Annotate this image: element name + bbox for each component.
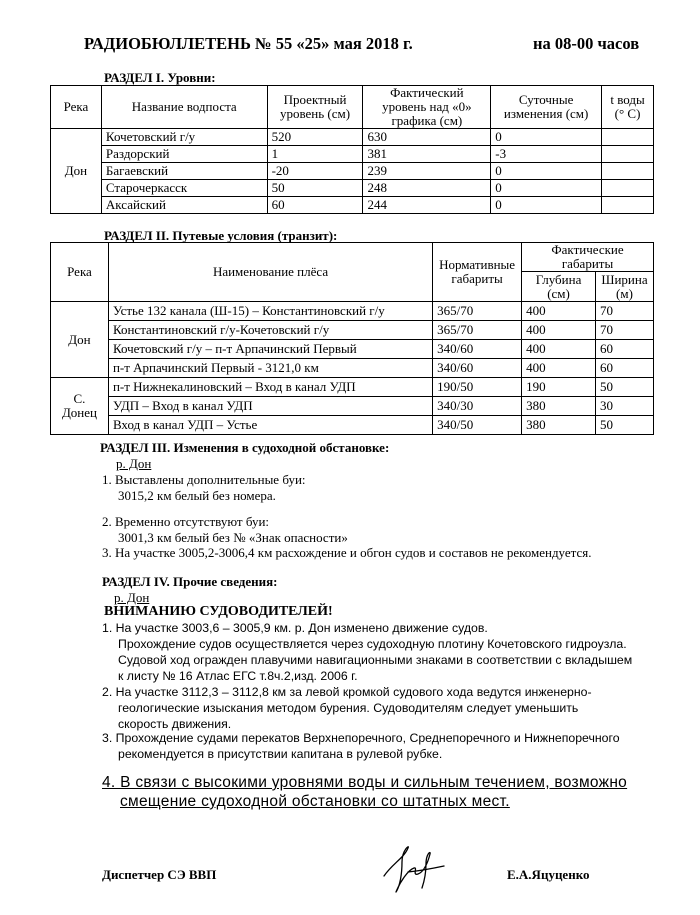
actual-cell: 381 xyxy=(363,146,491,163)
section3-river: р. Дон xyxy=(116,456,152,471)
levels-col-post: Название водпоста xyxy=(101,86,267,129)
transit-col-river: Река xyxy=(51,243,109,302)
norm-cell: 365/70 xyxy=(433,321,522,340)
temp-cell xyxy=(602,180,654,197)
actual-cell: 239 xyxy=(363,163,491,180)
design-cell: 1 xyxy=(267,146,363,163)
levels-col-actual: Фактический уровень над «0» графика (см) xyxy=(363,86,491,129)
section3-item2-detail: 3001,3 км белый без № «Знак опасности» xyxy=(118,530,348,545)
section3-item2: 2. Временно отсутствуют буи: xyxy=(102,514,270,529)
table-row xyxy=(51,163,654,180)
width-cell: 70 xyxy=(595,321,653,340)
section4-item1-line1: 1. На участке 3003,6 – 3005,9 км. р. Дон изменено движение судов. xyxy=(102,621,488,635)
levels-river-cell: Дон xyxy=(51,129,102,214)
temp-cell xyxy=(602,129,654,146)
section3-item1: 1. Выставлены дополнительные буи: xyxy=(102,472,306,487)
section4-item2-line2: геологические изыскания методом бурения. Судоводителям следует уменьшить xyxy=(118,701,579,715)
width-cell: 70 xyxy=(595,302,653,321)
temp-cell xyxy=(602,146,654,163)
width-cell: 50 xyxy=(595,416,653,435)
table-row xyxy=(51,359,654,378)
section4-item3-line1: 3. Прохождение судами перекатов Верхнепоречного, Среднепоречного и Нижнепоречного xyxy=(102,731,620,745)
norm-cell: 340/30 xyxy=(433,397,522,416)
levels-col-temp: t воды (° С) xyxy=(602,86,654,129)
transit-col-reach: Наименование плёса xyxy=(108,243,432,302)
table-row xyxy=(51,416,654,435)
change-cell: 0 xyxy=(491,163,602,180)
depth-cell: 400 xyxy=(522,340,596,359)
actual-cell: 248 xyxy=(363,180,491,197)
section4-item1-line2: Прохождение судов осуществляется через судоходную плотину Кочетовского гидроузла. xyxy=(118,637,627,651)
section4-item4-line1: 4. В связи с высокими уровнями воды и сильным течением, возможно xyxy=(102,774,628,791)
norm-cell: 340/60 xyxy=(433,340,522,359)
transit-col-depth: Глубина (см) xyxy=(522,272,596,302)
norm-cell: 340/50 xyxy=(433,416,522,435)
section4-item2-line3: скорость движения. xyxy=(118,717,232,731)
width-cell: 60 xyxy=(595,340,653,359)
reach-cell: Константиновский г/у-Кочетовский г/у xyxy=(108,321,432,340)
reach-cell: Вход в канал УДП – Устье xyxy=(108,416,432,435)
width-cell: 50 xyxy=(595,378,653,397)
actual-cell: 244 xyxy=(363,197,491,214)
depth-cell: 380 xyxy=(522,416,596,435)
transit-col-normative: Нормативные габариты xyxy=(433,243,522,302)
reach-cell: УДП – Вход в канал УДП xyxy=(108,397,432,416)
levels-col-change: Суточные изменения (см) xyxy=(491,86,602,129)
table-row xyxy=(51,378,654,397)
bulletin-time: на 08-00 часов xyxy=(533,34,640,53)
section3-heading: РАЗДЕЛ III. Изменения в судоходной обстановке: xyxy=(100,440,390,455)
levels-table xyxy=(50,85,654,214)
transit-river-cell: С. Донец xyxy=(51,378,109,435)
post-cell: Аксайский xyxy=(101,197,267,214)
table-row xyxy=(51,129,654,146)
dispatcher-position: Диспетчер СЭ ВВП xyxy=(102,867,217,882)
section4-item1-line3: Судовой ход огражден плавучими навигационными знаками в соответствии с вкладышем xyxy=(118,653,633,667)
post-cell: Кочетовский г/у xyxy=(101,129,267,146)
table-row xyxy=(51,340,654,359)
levels-col-river: Река xyxy=(51,86,102,129)
reach-cell: п-т Арпачинский Первый - 3121,0 км xyxy=(108,359,432,378)
dispatcher-name: Е.А.Яцуценко xyxy=(507,867,590,882)
section3-item3: 3. На участке 3005,2-3006,4 км расхождение и обгон судов и составов не рекомендуется. xyxy=(102,545,592,560)
section4-item4-line2: смещение судоходной обстановки со штатных мест. xyxy=(120,793,510,810)
norm-cell: 365/70 xyxy=(433,302,522,321)
transit-table xyxy=(50,242,654,435)
design-cell: 60 xyxy=(267,197,363,214)
change-cell: 0 xyxy=(491,129,602,146)
table-row xyxy=(51,146,654,163)
depth-cell: 400 xyxy=(522,359,596,378)
width-cell: 30 xyxy=(595,397,653,416)
section2-heading: РАЗДЕЛ II. Путевые условия (транзит): xyxy=(104,228,338,243)
reach-cell: п-т Нижнекалиновский – Вход в канал УДП xyxy=(108,378,432,397)
section4-item1-line4: к листу № 16 Атлас ЕГС т.8ч.2,изд. 2006 г. xyxy=(118,669,358,683)
design-cell: -20 xyxy=(267,163,363,180)
change-cell: -3 xyxy=(491,146,602,163)
table-row xyxy=(51,197,654,214)
transit-col-actual: Фактические габариты xyxy=(522,243,654,272)
depth-cell: 190 xyxy=(522,378,596,397)
reach-cell: Кочетовский г/у – п-т Арпачинский Первый xyxy=(108,340,432,359)
change-cell: 0 xyxy=(491,197,602,214)
section1-heading: РАЗДЕЛ I. Уровни: xyxy=(104,70,216,85)
section4-item2-line1: 2. На участке 3112,3 – 3112,8 км за левой кромкой судового хода ведутся инженерно- xyxy=(102,685,592,699)
table-row xyxy=(51,321,654,340)
attention-heading: ВНИМАНИЮ СУДОВОДИТЕЛЕЙ! xyxy=(104,604,333,619)
actual-cell: 630 xyxy=(363,129,491,146)
levels-header-row xyxy=(51,86,654,129)
depth-cell: 400 xyxy=(522,321,596,340)
design-cell: 50 xyxy=(267,180,363,197)
change-cell: 0 xyxy=(491,180,602,197)
transit-col-width: Ширина (м) xyxy=(595,272,653,302)
post-cell: Раздорский xyxy=(101,146,267,163)
section4-heading: РАЗДЕЛ IV. Прочие сведения: xyxy=(102,574,278,589)
levels-col-design: Проектный уровень (см) xyxy=(267,86,363,129)
transit-river-cell: Дон xyxy=(51,302,109,378)
depth-cell: 400 xyxy=(522,302,596,321)
reach-cell: Устье 132 канала (Ш-15) – Константиновский г/у xyxy=(108,302,432,321)
norm-cell: 340/60 xyxy=(433,359,522,378)
bulletin-title: РАДИОБЮЛЛЕТЕНЬ № 55 «25» мая 2018 г. xyxy=(84,34,413,53)
table-row xyxy=(51,180,654,197)
section4-item3-line2: рекомендуется в присутствии капитана в рулевой рубке. xyxy=(118,747,443,761)
depth-cell: 380 xyxy=(522,397,596,416)
section3-item1-detail: 3015,2 км белый без номера. xyxy=(118,488,276,503)
norm-cell: 190/50 xyxy=(433,378,522,397)
section4-river: р. Дон xyxy=(114,590,150,605)
width-cell: 60 xyxy=(595,359,653,378)
design-cell: 520 xyxy=(267,129,363,146)
table-row xyxy=(51,302,654,321)
temp-cell xyxy=(602,197,654,214)
transit-header-row-1 xyxy=(51,243,654,272)
signature-icon xyxy=(378,842,450,894)
post-cell: Старочеркасск xyxy=(101,180,267,197)
temp-cell xyxy=(602,163,654,180)
table-row xyxy=(51,397,654,416)
post-cell: Багаевский xyxy=(101,163,267,180)
